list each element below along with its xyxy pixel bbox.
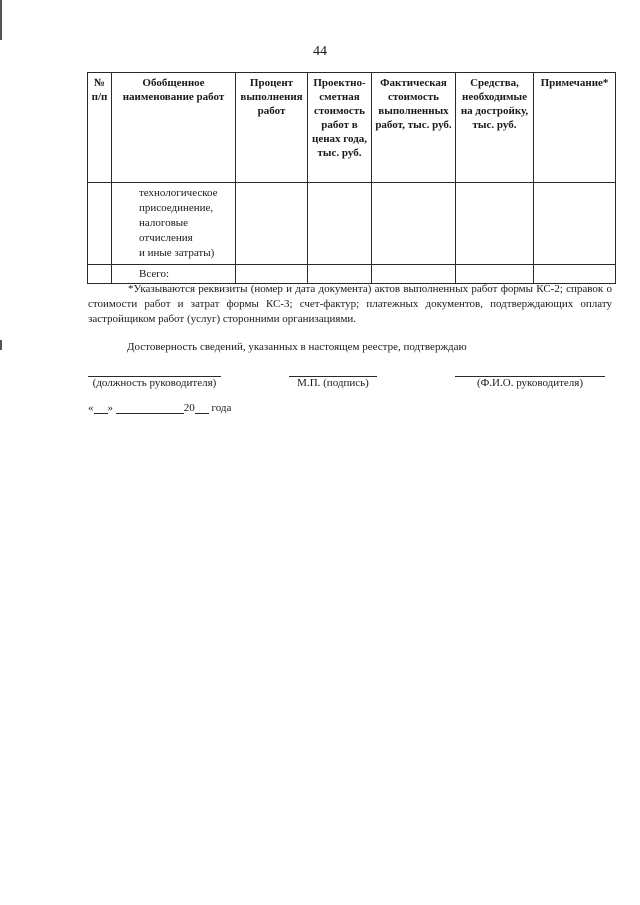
page-number: 44: [313, 44, 327, 59]
date-day-blank: [94, 401, 108, 414]
col-header-actual-cost: Фактическая стоимость выполненных работ, тыс. руб.: [372, 73, 456, 183]
table-cell: [308, 265, 372, 284]
col-header-design-cost: Проектно-сметная стоимость работ в ценах года, тыс. руб.: [308, 73, 372, 183]
date-year-prefix: 20: [183, 402, 195, 414]
date-close-quote: »: [107, 402, 113, 414]
signature-label-stamp: М.П. (подпись): [297, 377, 369, 389]
table-cell: [236, 183, 308, 265]
table-cell: [534, 183, 616, 265]
col-header-percent: Процент выполнения работ: [236, 73, 308, 183]
table-cell: [88, 265, 112, 284]
date-open-quote: «: [88, 402, 94, 414]
work-name-line: технологическое: [139, 187, 218, 199]
col-header-work-name: Обобщенное наименование работ: [112, 73, 236, 183]
date-year-blank: [195, 401, 209, 414]
table-cell: [236, 265, 308, 284]
col-header-completion-funds: Средства, необходимые на достройку, тыс. руб.: [456, 73, 534, 183]
table-header-row: [88, 73, 616, 183]
col-header-number: № п/п: [88, 73, 112, 183]
footnote: *Указываются реквизиты (номер и дата документа) актов выполненных работ формы КС-2; справок о стоимости работ и затрат формы КС-3; счет-фактур; платежных документов, подтверждающих оплату застройщиком работ (услуг) сторонними организациями.: [88, 283, 612, 325]
table-cell: [456, 265, 534, 284]
table-row: [88, 183, 616, 265]
table-total-row: [88, 265, 616, 284]
work-name-line: присоединение,: [139, 202, 214, 214]
work-name-line: и иные затраты): [139, 247, 215, 259]
scan-margin-mark: [0, 0, 2, 40]
work-name-line: налоговые отчисления: [139, 217, 193, 244]
date-month-blank: [116, 401, 184, 414]
register-table: [87, 72, 616, 284]
date-year-suffix: года: [211, 402, 232, 414]
table-cell: [372, 183, 456, 265]
signature-label-position: (должность руководителя): [92, 377, 217, 389]
date-line: [88, 401, 231, 414]
table-cell: [308, 183, 372, 265]
table-cell: [88, 183, 112, 265]
signature-label-name: (Ф.И.О. руководителя): [476, 377, 584, 389]
col-header-note: Примечание*: [534, 73, 616, 183]
table-cell: [372, 265, 456, 284]
total-label: Всего:: [112, 265, 236, 284]
table-cell: [456, 183, 534, 265]
scan-margin-mark: [0, 340, 2, 350]
confirmation-text: Достоверность сведений, указанных в настоящем реестре, подтверждаю: [127, 341, 467, 353]
table-cell-work-name: [112, 183, 236, 265]
table-cell: [534, 265, 616, 284]
